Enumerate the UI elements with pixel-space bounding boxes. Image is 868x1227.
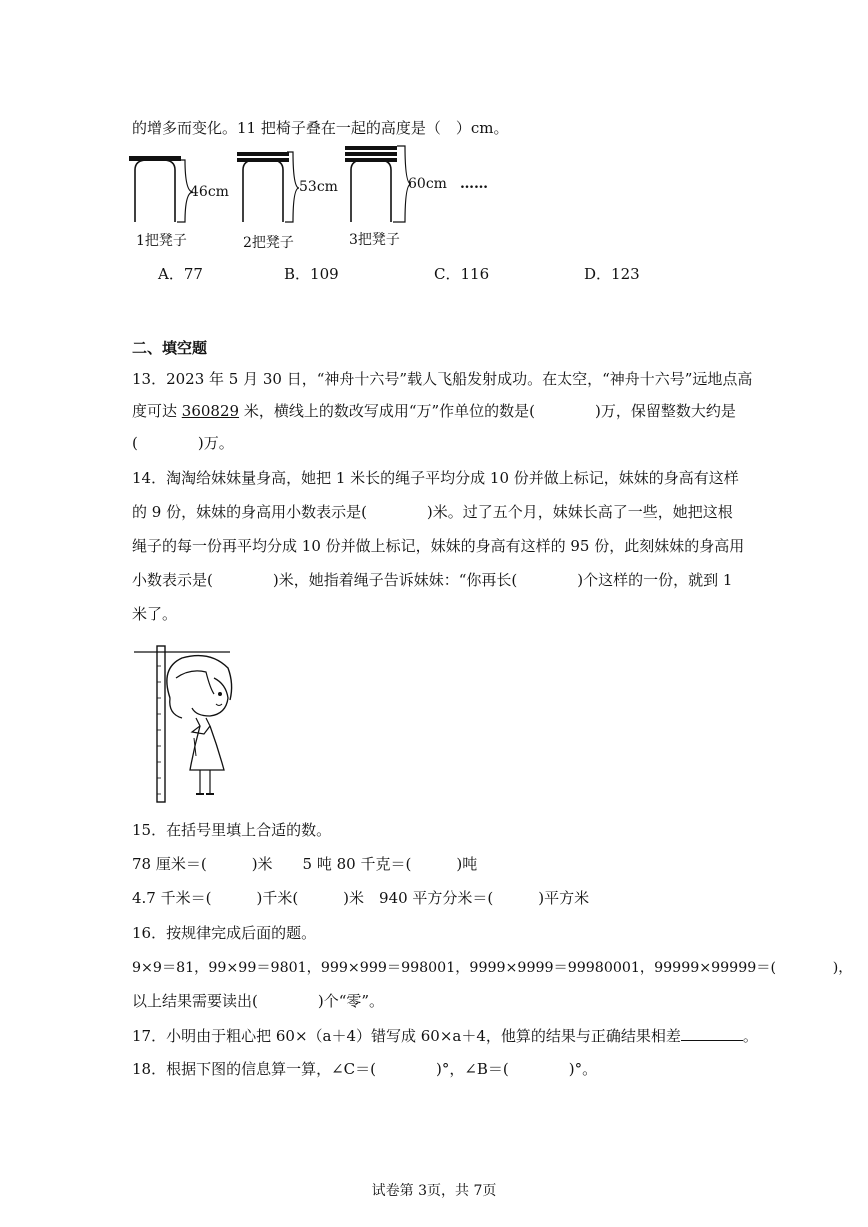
stool-2-image bbox=[237, 152, 299, 222]
q13-underlined-number: 360829 bbox=[181, 402, 240, 420]
stool-3-caption: 3把凳子 bbox=[349, 232, 400, 248]
option-b: B．109 bbox=[284, 265, 339, 283]
q17-answer-blank[interactable] bbox=[681, 1026, 743, 1041]
option-c: C．116 bbox=[434, 265, 490, 283]
stool-3-height-label: 60cm bbox=[408, 176, 447, 192]
q13-line-2 bbox=[132, 400, 736, 421]
q13-line-2-post: 米，横线上的数改写成用“万”作单位的数是( )万，保留整数大约是 bbox=[239, 402, 736, 420]
q15-line-1: 15．在括号里填上合适的数。 bbox=[132, 821, 332, 839]
q14-line-5: 米了。 bbox=[132, 605, 178, 623]
q17-line bbox=[132, 1025, 758, 1046]
q17-text-end: 。 bbox=[742, 1027, 758, 1045]
stool-3-image bbox=[345, 146, 411, 222]
q15-line-2: 78 厘米＝( )米 5 吨 80 千克＝( )吨 bbox=[132, 855, 478, 873]
option-a: A．77 bbox=[158, 265, 203, 283]
q13-line-2-pre: 度可达 bbox=[132, 402, 182, 420]
q16-line-2: 9×9＝81，99×99＝9801，999×999＝998001，9999×9999＝99980001，99999×99999＝( )， bbox=[132, 960, 853, 976]
stool-ellipsis: …… bbox=[460, 176, 488, 192]
stool-1-caption: 1把凳子 bbox=[136, 233, 187, 249]
section-heading: 二、填空题 bbox=[132, 339, 208, 357]
q12-text-tail: 的增多而变化。11 把椅子叠在一起的高度是（ ）cm。 bbox=[132, 119, 509, 137]
stool-1-height-label: 46cm bbox=[190, 184, 229, 200]
q14-line-3: 绳子的每一份再平均分成 10 份并做上标记，妹妹的身高有这样的 95 份，此刻妹妹的身高用 bbox=[132, 537, 745, 555]
stool-2-height-label: 53cm bbox=[299, 179, 338, 195]
option-d: D．123 bbox=[584, 265, 640, 283]
q16-line-1: 16．按规律完成后面的题。 bbox=[132, 924, 317, 942]
q17-text: 17．小明由于粗心把 60×（a＋4）错写成 60×a＋4，他算的结果与正确结果相差 bbox=[132, 1027, 681, 1045]
q14-line-4: 小数表示是( )米，她指着绳子告诉妹妹：“你再长( )个这样的一份，就到 1 bbox=[132, 571, 733, 589]
q14-line-2: 的 9 份，妹妹的身高用小数表示是( )米。过了五个月，妹妹长高了一些，她把这根 bbox=[132, 503, 733, 521]
q16-line-3: 以上结果需要读出( )个“零”。 bbox=[132, 992, 385, 1010]
q13-line-1: 13．2023 年 5 月 30 日，“神舟十六号”载人飞船发射成功。在太空，“神舟十六号”远地点高 bbox=[132, 370, 753, 388]
stool-2-caption: 2把凳子 bbox=[243, 235, 294, 251]
q13-line-3: ( )万。 bbox=[132, 434, 234, 452]
girl-height-illustration bbox=[130, 638, 250, 806]
q14-line-1: 14．淘淘给妹妹量身高，她把 1 米长的绳子平均分成 10 份并做上标记，妹妹的身高有这样 bbox=[132, 469, 739, 487]
page-footer: 试卷第 3页，共 7页 bbox=[371, 1183, 497, 1199]
stool-1-image bbox=[129, 156, 193, 222]
q18-line-1: 18．根据下图的信息算一算，∠C＝( )°，∠B＝( )°。 bbox=[132, 1060, 598, 1078]
q15-line-3: 4.7 千米＝( )千米( )米 940 平方分米＝( )平方米 bbox=[132, 889, 590, 907]
